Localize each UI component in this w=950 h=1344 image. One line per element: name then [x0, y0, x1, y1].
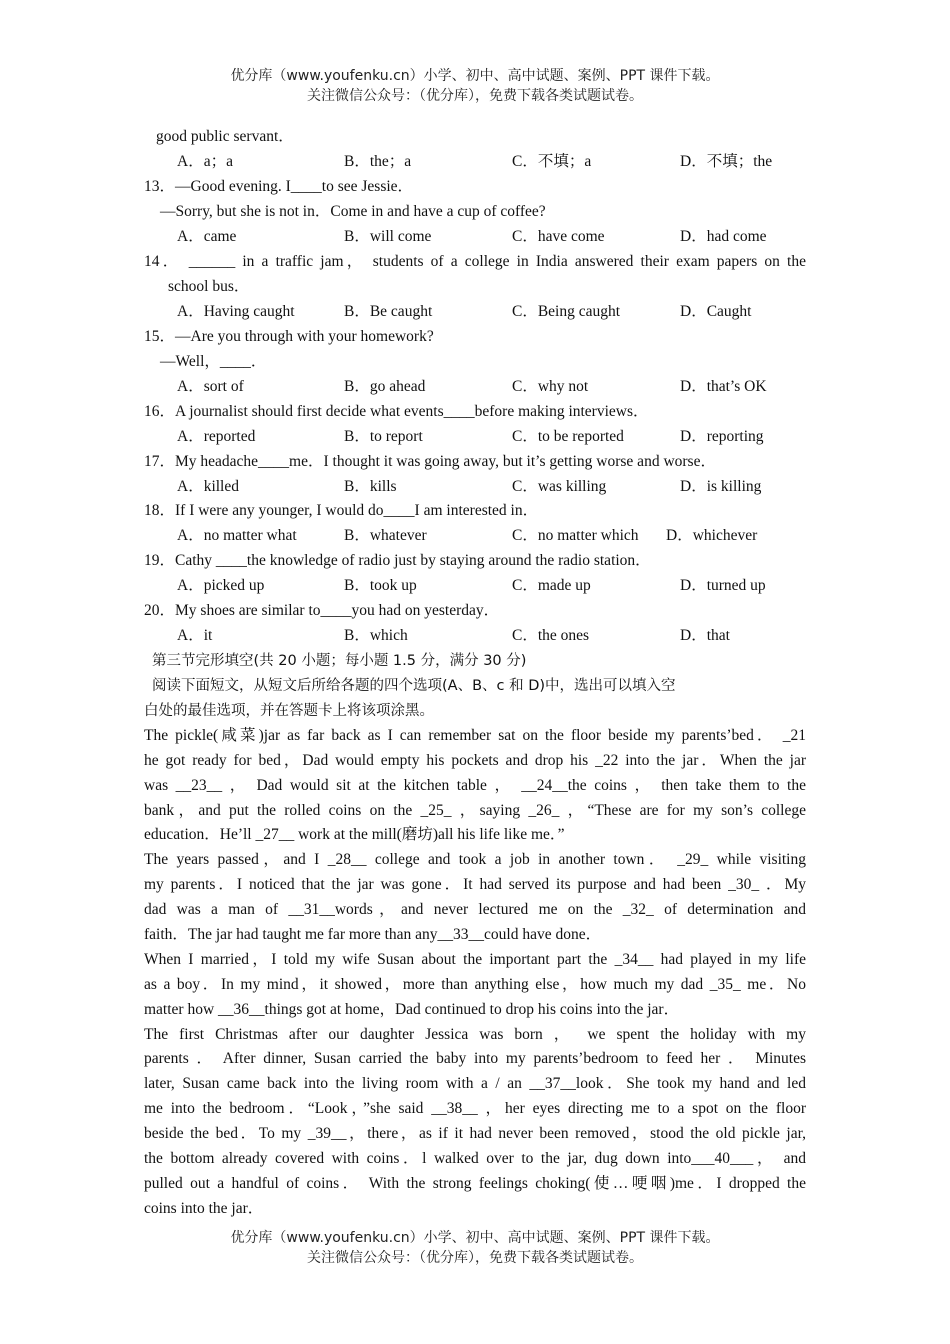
header-line-1: 优分库（www.youfenku.cn）小学、初中、高中试题、案例、PPT 课件下载。: [230, 68, 720, 84]
footer-line-2: 关注微信公众号：（优分库），免费下载各类试题试卷。: [307, 1250, 643, 1266]
section-title: 第三节完形填空(共 20 小题；每小题 1.5 分，满分 30 分): [152, 653, 527, 669]
q14-option-b: B．Be caught: [344, 303, 433, 320]
passage-line: When I married，I told my wife Susan about the important part the _34__ had played in my life: [144, 951, 806, 968]
passage-line: faith．The jar had taught me far more than any__33__could have done．: [144, 926, 602, 943]
section-instruction-2: 白处的最佳选项，并在答题卡上将该项涂黑。: [144, 703, 434, 719]
q12-stem-tail: good public servant．: [156, 128, 294, 145]
q17-option-b: B．kills: [344, 478, 397, 495]
q13-option-b: B．will come: [344, 228, 432, 245]
q14-option-d: D．Caught: [680, 303, 752, 320]
q12-options: [144, 152, 806, 172]
q15-option-b: B．go ahead: [344, 378, 426, 395]
passage-line: pulled out a handful of coins． With the strong feelings choking(使…哽咽)me．I dropped the: [144, 1175, 806, 1192]
passage-line: beside the bed．To my _39__，there，as if it had never been removed，stood the old pickle jar,: [144, 1125, 806, 1142]
passage-line: he got ready for bed，Dad would empty his pockets and drop his _22 into the jar．When the jar: [144, 752, 806, 769]
q19-option-d: D．turned up: [680, 577, 766, 594]
q15-option-a: A．sort of: [177, 378, 244, 395]
q12-option-c: C．不填；a: [512, 153, 592, 170]
q12-option-b: B．the；a: [344, 153, 412, 170]
q13-option-d: D．had come: [680, 228, 767, 245]
q20-option-b: B．which: [344, 627, 408, 644]
q18-option-d: D．whichever: [666, 527, 758, 544]
q13-stem-2: —Sorry, but she is not in．Come in and have a cup of coffee?: [160, 203, 546, 220]
passage-line: dad was a man of __31__words，and never lectured me on the _32_ of determination and: [144, 901, 806, 918]
q16-stem: 16．A journalist should first decide what events____before making interviews．: [144, 403, 649, 420]
q19-option-b: B．took up: [344, 577, 417, 594]
q16-option-c: C．to be reported: [512, 428, 624, 445]
q16-option-d: D．reporting: [680, 428, 764, 445]
passage-line: as a boy．In my mind，it showed，more than anything else，how much my dad _35_ me．No: [144, 976, 806, 993]
page-header: [0, 66, 950, 106]
passage-line: my parents．I noticed that the jar was gone．It had served its purpose and had been _30_ ．My: [144, 876, 806, 893]
q19-option-a: A．picked up: [177, 577, 265, 594]
q19-option-c: C．made up: [512, 577, 591, 594]
passage-line: The years passed，and I _28__ college and took a job in another town． _29_ while visiting: [144, 851, 806, 868]
q15-stem-2: —Well，____．: [160, 353, 267, 370]
q20-option-c: C．the ones: [512, 627, 590, 644]
q20-option-a: A．it: [177, 627, 213, 644]
q16-option-a: A．reported: [177, 428, 256, 445]
q20-stem: 20．My shoes are similar to____you had on yesterday．: [144, 602, 500, 619]
page-footer: [0, 1228, 950, 1268]
q18-stem: 18．If I were any younger, I would do____I am interested in．: [144, 502, 539, 519]
passage-line: The pickle(咸菜)jar as far back as I can remember sat on the floor beside my parents’bed． _21: [144, 727, 806, 744]
passage-line: me into the bedroom．“Look，”she said __38__ ，her eyes directing me to a spot on the floor: [144, 1100, 806, 1117]
q17-option-c: C．was killing: [512, 478, 607, 495]
passage-line: coins into the jar．: [144, 1200, 264, 1217]
q17-stem: 17．My headache____me．I thought it was going away, but it’s getting worse and worse．: [144, 453, 716, 470]
q14-options: [144, 302, 806, 322]
q16-option-b: B．to report: [344, 428, 423, 445]
q13-option-a: A．came: [177, 228, 237, 245]
q17-option-a: A．killed: [177, 478, 239, 495]
passage-line: later, Susan came back into the living room with a / an __37__look．She took my hand and led: [144, 1075, 806, 1092]
header-line-2: 关注微信公众号：（优分库），免费下载各类试题试卷。: [307, 88, 643, 104]
passage-line: parents ． After dinner, Susan carried the baby into my parents’bedroom to feed her ． Minutes: [144, 1050, 806, 1067]
q20-option-d: D．that: [680, 627, 730, 644]
q14-stem-2: school bus．: [168, 278, 250, 295]
passage-line: The first Christmas after our daughter Jessica was born ， we spent the holiday with my: [144, 1026, 806, 1043]
q14-option-a: A．Having caught: [177, 303, 295, 320]
q15-option-d: D．that’s OK: [680, 378, 767, 395]
q13-option-c: C．have come: [512, 228, 605, 245]
q15-option-c: C．why not: [512, 378, 589, 395]
q19-options: [144, 576, 806, 596]
q13-stem: 13．—Good evening. I____to see Jessie．: [144, 178, 414, 195]
passage-line: bank，and put the rolled coins on the _25_ ，saying _26_ ，“These are for my son’s college: [144, 802, 806, 819]
passage-line: education．He’ll _27__ work at the mill(磨坊)all his life like me．”: [144, 826, 565, 843]
q15-options: [144, 377, 806, 397]
q16-options: [144, 427, 806, 447]
q17-option-d: D．is killing: [680, 478, 762, 495]
q18-option-b: B．whatever: [344, 527, 427, 544]
q14-stem: 14． ______ in a traffic jam， students of a college in India answered their exam papers on the: [144, 253, 806, 270]
q19-stem: 19．Cathy ____the knowledge of radio just by staying around the radio station．: [144, 552, 651, 569]
passage-line: the bottom already covered with coins．l walked over to the jar, dug down into___40___， and: [144, 1150, 806, 1167]
passage-line: was __23__ ， Dad would sit at the kitchen table ， __24__the coins ， then take them to the: [144, 777, 806, 794]
q13-options: [144, 227, 806, 247]
q20-options: [144, 626, 806, 646]
q17-options: [144, 477, 806, 497]
q15-stem: 15．—Are you through with your homework?: [144, 328, 434, 345]
q12-option-d: D．不填；the: [680, 153, 773, 170]
q18-options: [144, 526, 806, 546]
section-instruction-1: 阅读下面短文，从短文后所给各题的四个选项(A、B、c 和 D)中，选出可以填入空: [152, 678, 676, 694]
q14-option-c: C．Being caught: [512, 303, 621, 320]
passage-line: matter how __36__things got at home，Dad continued to drop his coins into the jar．: [144, 1001, 680, 1018]
footer-line-1: 优分库（www.youfenku.cn）小学、初中、高中试题、案例、PPT 课件下载。: [230, 1230, 720, 1246]
q18-option-a: A．no matter what: [177, 527, 297, 544]
q12-option-a: A．a；a: [177, 153, 233, 170]
q18-option-c: C．no matter which: [512, 527, 639, 544]
